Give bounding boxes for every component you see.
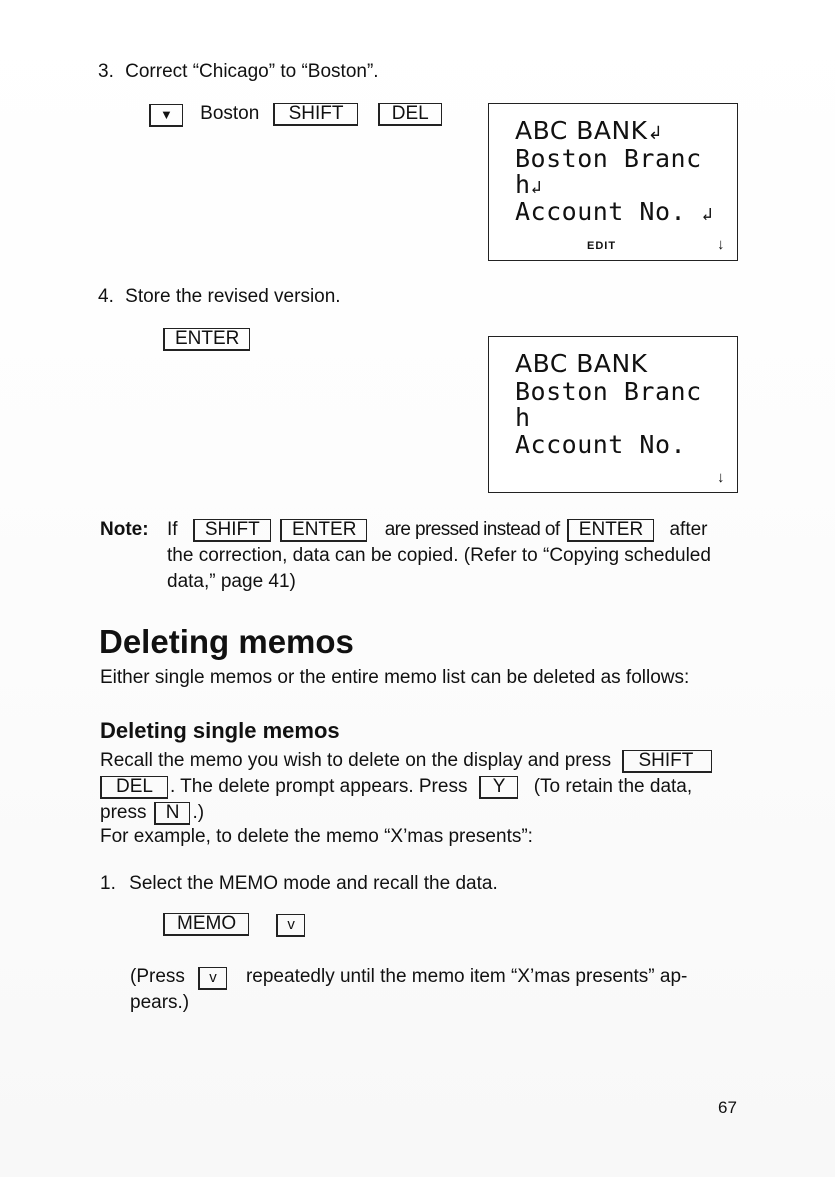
step-4-keys [161, 326, 252, 352]
press-note-line-2: pears.) [130, 992, 190, 1013]
del-key: DEL [100, 776, 168, 799]
lcd-display-stored [488, 336, 738, 493]
note-line-3: data,” page 41) [167, 571, 296, 592]
lcd-line-2: Boston Branc [515, 144, 702, 173]
para-line-3: press N .) [100, 802, 205, 823]
para-line-2: DEL . The delete prompt appears. Press Y (To retain the data, [100, 774, 692, 800]
step-text: Correct “Chicago” to “Boston”. [125, 61, 379, 82]
step-number: 3. [98, 61, 114, 82]
enter-key: ENTER [567, 519, 654, 542]
shift-key: SHIFT [193, 519, 271, 542]
memo-key: MEMO [163, 913, 249, 936]
step-1-keys [161, 911, 307, 937]
lcd-line-4: Account No. ↲ [515, 197, 713, 226]
section-intro: Either single memos or the entire memo list can be deleted as follows: [100, 667, 690, 688]
step-text: Store the revised version. [125, 286, 341, 307]
step-number: 1. [100, 873, 116, 894]
down-arrow-key: ▼ [149, 104, 183, 127]
section-title: Deleting memos [99, 623, 354, 660]
shift-key: SHIFT [622, 750, 712, 773]
typed-word: Boston [200, 103, 260, 124]
lcd-line-2: Boston Branc [515, 377, 702, 406]
step-text: Select the MEMO mode and recall the data. [129, 873, 498, 894]
step-3 [98, 59, 379, 85]
lcd-line-4: Account No. [515, 430, 687, 459]
n-key: N [154, 802, 191, 825]
lcd-line-1: ABC BANK [515, 349, 648, 378]
press-note-line-1: (Press v repeatedly until the memo item “X’mas presents” ap- [130, 964, 687, 990]
note-label: Note: [100, 519, 149, 540]
lcd-line-1: ABC BANK↲ [515, 116, 664, 145]
return-icon: ↲ [701, 204, 713, 225]
scroll-down-icon: ↓ [717, 469, 725, 486]
del-key: DEL [378, 103, 442, 126]
return-icon: ↲ [647, 123, 664, 144]
subsection-title: Deleting single memos [100, 718, 340, 743]
step-number: 4. [98, 286, 114, 307]
step-3-keys [147, 101, 444, 127]
lcd-line-3: h [515, 403, 531, 432]
para-line-4: For example, to delete the memo “X’mas presents”: [100, 826, 533, 847]
lcd-display-edit [488, 103, 738, 261]
v-key: v [276, 914, 305, 937]
enter-key: ENTER [163, 328, 250, 351]
scroll-down-icon: ↓ [717, 236, 725, 253]
page-number: 67 [718, 1098, 737, 1117]
shift-key: SHIFT [273, 103, 359, 126]
v-key: v [198, 967, 227, 990]
enter-key: ENTER [280, 519, 367, 542]
mode-indicator: EDIT [587, 240, 617, 252]
lcd-line-3: h↲ [515, 170, 542, 199]
note-line-1: If SHIFT ENTER are pressed instead of ENTER after [167, 519, 708, 540]
step-4 [98, 284, 341, 310]
note-line-2: the correction, data can be copied. (Refer to “Copying scheduled [167, 545, 711, 566]
para-line-1: Recall the memo you wish to delete on the display and press SHIFT [100, 748, 714, 774]
y-key: Y [479, 776, 519, 799]
step-1 [100, 871, 498, 897]
return-icon: ↲ [530, 177, 542, 198]
